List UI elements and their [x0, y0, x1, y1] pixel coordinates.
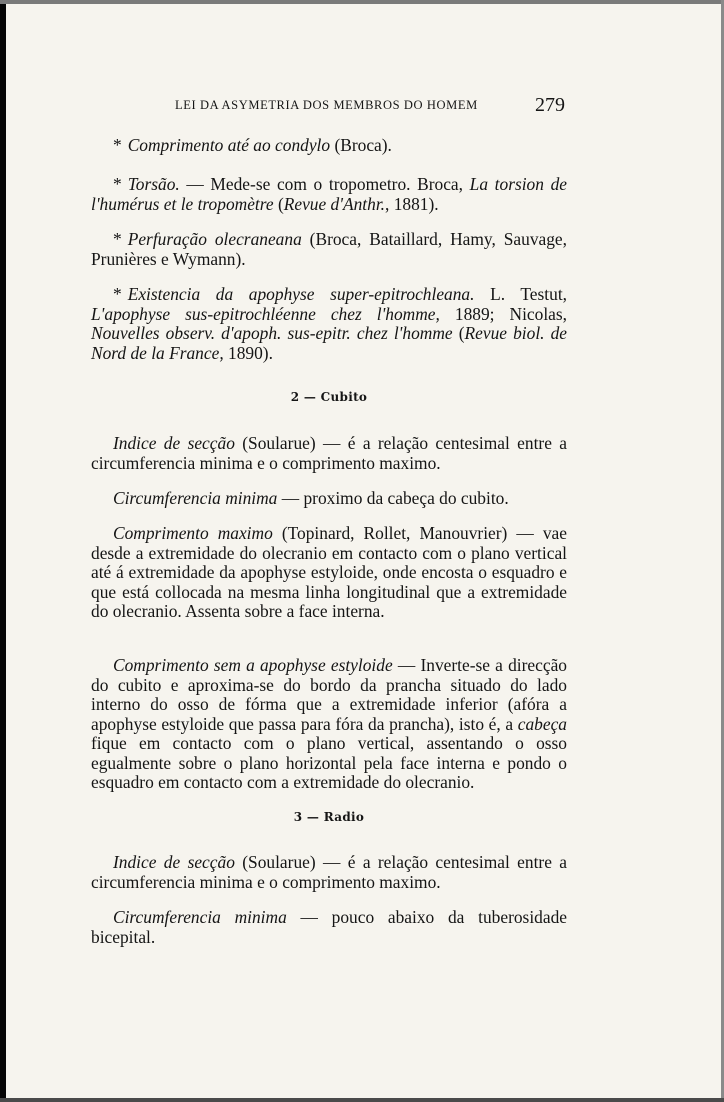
item-term: Comprimento até ao condylo: [127, 135, 331, 155]
paragraph-term: cabeça: [517, 713, 567, 734]
paragraph: [91, 656, 567, 793]
paragraph-term: Comprimento sem a apophyse estyloide: [113, 655, 393, 675]
section-heading-cubito: 2 — Cubito: [290, 390, 368, 404]
paragraph-text: (Soularue) — é a relação centesimal entre a circumferencia minima e o comprimento maximo.: [91, 852, 567, 892]
page-number: 279: [535, 94, 565, 116]
list-item: [91, 136, 567, 156]
item-term: Torsão.: [127, 174, 180, 194]
paragraph: [91, 908, 567, 947]
paragraph-text: — proximo da cabeça do cubito.: [277, 488, 509, 508]
paragraph-term: Indice de secção: [113, 433, 235, 453]
paragraph-text: (Soularue) — é a relação centesimal entre a circumferencia minima e o comprimento maximo.: [91, 433, 567, 473]
paragraph-term: Indice de secção: [113, 852, 235, 872]
item-text: (: [452, 323, 465, 343]
paragraph-term: Circumferencia minima: [113, 488, 278, 508]
item-text: (: [273, 193, 284, 214]
page-header: [175, 94, 565, 122]
bullet-star: *: [113, 174, 122, 194]
item-journal: Revue biol. de Nord de la France,: [91, 323, 567, 363]
scan-border-top: [0, 0, 724, 4]
paragraph-text: fique em contacto com o plano vertical, assentando o osso egualmente sobre o plano horizontal pela face interna e pondo o esquadro em contacto com a extremidade do olecranio.: [91, 733, 567, 792]
paragraph-text: — Inverte-se a direcção do cubito e aproxima-se do bordo da prancha situado do lado interno do osso de fórma que a extremidade inferior (afóra a apophyse estyloide que passa para fóra da prancha), isto é, a: [91, 655, 567, 734]
item-text: 1890).: [223, 342, 273, 363]
list-item: [91, 230, 567, 269]
item-text: 1889; Nicolas,: [439, 303, 567, 324]
item-text: (Broca).: [330, 135, 392, 155]
paragraph: [91, 853, 567, 892]
bullet-star: *: [113, 135, 122, 155]
paragraph-text: — pouco abaixo da tuberosidade bicepital.: [91, 907, 567, 947]
bullet-star: *: [113, 284, 122, 304]
item-text: — Mede-se com o tropometro. Broca,: [179, 174, 470, 194]
paragraph: [91, 434, 567, 473]
paragraph-term: Comprimento maximo: [113, 523, 273, 543]
list-item: [91, 175, 567, 214]
running-title: LEI DA ASYMETRIA DOS MEMBROS DO HOMEM: [175, 98, 478, 112]
item-text: (Broca, Bataillard, Hamy, Sauvage, Prunières e Wymann).: [91, 229, 568, 269]
item-term: Existencia da apophyse super-epitrochleana.: [127, 284, 475, 304]
section-heading-radio: 3 — Radio: [293, 810, 365, 824]
scan-border-bottom: [0, 1098, 724, 1102]
item-citation: Nouvelles observ. d'apoph. sus-epitr. chez l'homme: [91, 323, 453, 343]
item-term: Perfuração olecraneana: [127, 229, 302, 249]
list-item: [91, 285, 567, 363]
item-text: L. Testut,: [474, 284, 567, 304]
item-citation: L'apophyse sus-epitrochléenne chez l'homme,: [91, 303, 440, 324]
bullet-star: *: [113, 229, 122, 249]
paragraph: [91, 524, 567, 622]
item-text: , 1881).: [385, 193, 439, 214]
scan-border-left: [0, 0, 6, 1102]
paragraph-text: (Topinard, Rollet, Manouvrier) — vae desde a extremidade do olecranio em contacto com o plano vertical até á extremidade da apophyse estyloide, onde encosta o esquadro e que está collocada na mesma linha longitudinal que a extremidade do olecranio. Assenta sobre a face interna.: [91, 523, 567, 621]
item-journal: Revue d'Anthr.: [283, 193, 386, 214]
paragraph: [91, 489, 567, 509]
item-citation: La torsion de l'humérus et le tropomètre: [91, 174, 568, 214]
paragraph-term: Circumferencia minima: [113, 907, 287, 927]
